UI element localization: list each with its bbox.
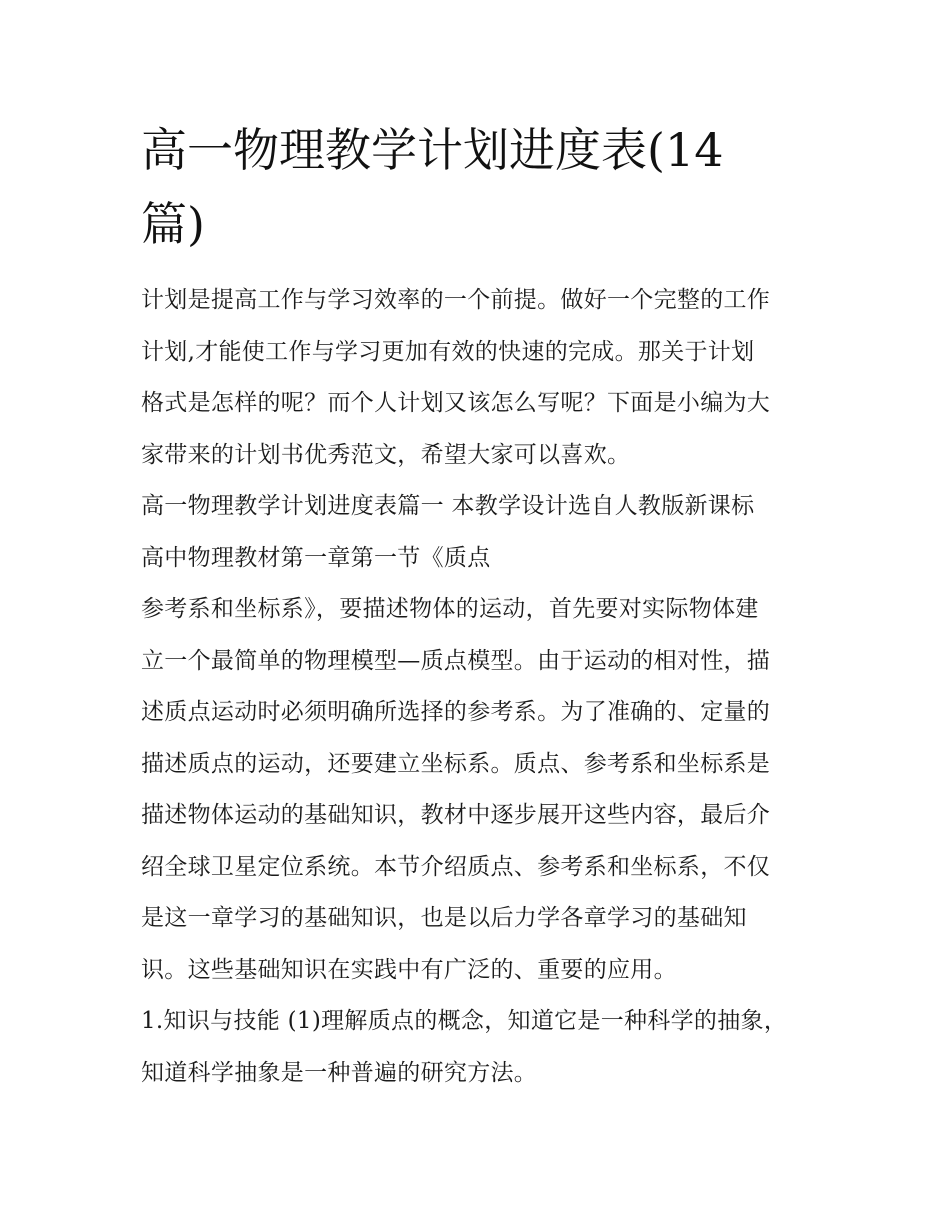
- text-line: 描述质点的运动，还要建立坐标系。质点、参考系和坐标系是: [141, 750, 771, 777]
- text-line: 述质点运动时必须明确所选择的参考系。为了准确的、定量的: [141, 699, 771, 725]
- document-title: 高一物理教学计划进度表(14篇): [141, 123, 724, 251]
- text-line: 格式是怎样的呢？而个人计划又该怎么写呢？下面是小编为大: [141, 390, 771, 416]
- document-body: [141, 275, 821, 1099]
- text-line: 计划是提高工作与学习效率的一个前提。做好一个完整的工作: [141, 287, 771, 313]
- text-line: 计划,才能使工作与学习更加有效的快速的完成。那关于计划: [141, 338, 755, 365]
- text-line: 高中物理教材第一章第一节《质点: [141, 544, 491, 571]
- text-line: 参考系和坐标系》，要描述物体的运动，首先要对实际物体建: [141, 596, 759, 622]
- text-line: 绍全球卫星定位系统。本节介绍质点、参考系和坐标系，不仅: [141, 853, 771, 880]
- text-line: 立一个最简单的物理模型—质点模型。由于运动的相对性，描: [141, 647, 771, 674]
- text-line: 家带来的计划书优秀范文，希望大家可以喜欢。: [141, 441, 631, 468]
- text-line: 识。这些基础知识在实践中有广泛的、重要的应用。: [141, 956, 677, 983]
- text-line: 知道科学抽象是一种普遍的研究方法。: [141, 1059, 538, 1086]
- text-line: 描述物体运动的基础知识，教材中逐步展开这些内容，最后介: [141, 802, 771, 828]
- text-line: 是这一章学习的基础知识，也是以后力学各章学习的基础知: [141, 905, 747, 931]
- text-line: 高一物理教学计划进度表篇一 本教学设计选自人教版新课标: [141, 493, 755, 519]
- text-line: 1.知识与技能 (1)理解质点的概念，知道它是一种科学的抽象，: [141, 1008, 788, 1034]
